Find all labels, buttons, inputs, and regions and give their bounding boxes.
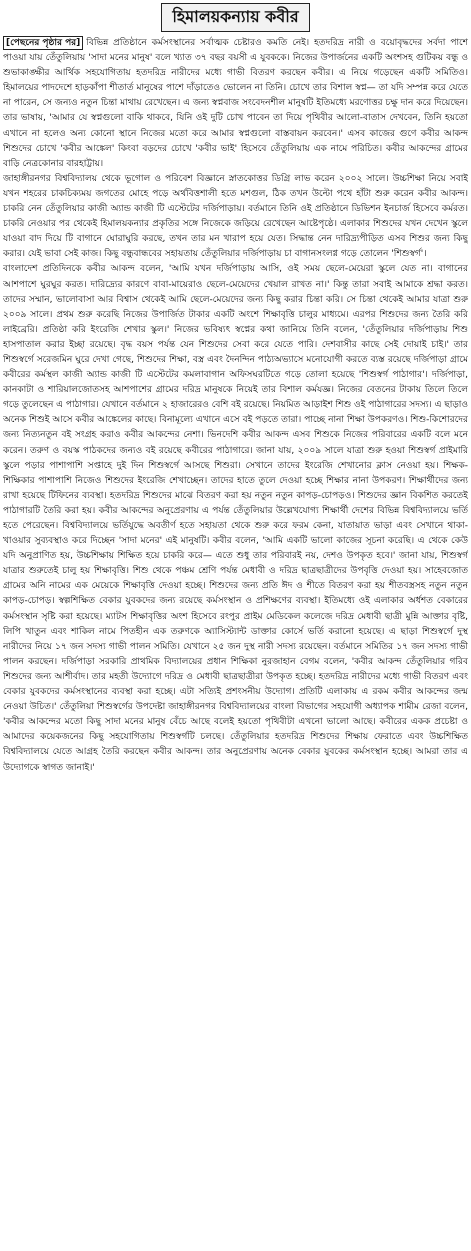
article-paragraph-2: জাহাঙ্গীরনগর বিশ্ববিদ্যালয় থেকে ভূগোল ও পরিবেশ বিজ্ঞানে স্নাতকোত্তর ডিগ্রি লাভ করেন ২০০২ সালে। উচ্চশিক্ষা নিয়ে সবাই যখন শহরের চাকচিক্যময় জগতের মোহে পড়ে অর্থবিত্তশালী হতে মশগুল, ঠিক তখন উল্টো পথে হাঁটা শুরু করেন কবীর আকন্দ। চাকরি নেন তেঁতুলিয়ার কাজী অ্যান্ড কাজী টি এস্টেটের দর্জিপাড়ায়। বর্তমানে তিনি ওই প্রতিষ্ঠানে ডিভিশন ইনচার্জ হিসেবে কর্মরত। চাকরি নেওয়ার পর থেকেই হিমালয়কন্যার প্রকৃতির সঙ্গে নিজেকে জড়িয়ে রেখেছেন আষ্টেপৃষ্ঠে। এলাকার শিশুদের যখন দেখেন স্কুলে যাওয়া বাদ দিয়ে টি বাগানে ঘোরাঘুরি করছে, তখন তার মন খারাপ হয়ে যেত। সিদ্ধান্ত নেন দারিদ্র্যপীড়িত এসব শিশুর জন্য কিছু করার। যেই ভাবা সেই কাজ। কিছু বন্ধুবান্ধবের সহায়তায় তেঁতুলিয়ার দর্জিপাড়ায় চা বাগানসংলগ্ন গড়ে তোলেন 'শিশুস্বর্গ'।: [3, 173, 468, 260]
headline-bar: [0, 0, 471, 34]
continued-from-back-page-label: [পেছনের পৃষ্ঠার পর]: [3, 36, 83, 50]
paragraph-1-text: বিভিন্ন প্রতিষ্ঠানে কর্মসংস্থানের সর্বাত্মক চেষ্টারও কমতি নেই। হতদরিদ্র নারী ও বয়োবৃদ্ধদের সর্বদা পাশে পাওয়া যায় তেঁতুলিয়ায় 'সাদা মনের মানুষ' বলে খ্যাত ৩৭ বছর বয়সী এ যুবককে। নিজের উপার্জনের একটি অংশসহ গুটিকয় বন্ধু ও শুভাকাঙ্ক্ষীর আর্থিক সহযোগিতায় হতদরিদ্র নারীদের মধ্যে গাভী বিতরণ করছেন কবীর। এ নিয়ে গড়েছেন একটি সমিতিও। হিমালয়ের পাদদেশে হাড়কাঁপা শীতার্ত মানুষের পাশে দাঁড়াতেও ভোলেন না তিনি। চোখে তার বিশাল স্বপ্ন— তা যদি সম্পন্ন করে যেতে না পারেন, সে জন্যও নতুন চিন্তা মাথায় রেখেছেন। এ জন্য স্বপ্নবাজ সংবেদনশীল মানুষটি ইতিমধ্যে মরণোত্তর চক্ষু দান করে দিয়েছেন। তার ভাষায়, 'আমার যে স্বপ্নগুলো বাকি থাকবে, যিনি ওই দুটি চোখ পাবেন তা দিয়ে পৃথিবীর আলো-বাতাস দেখবেন, তিনি হয়তো এখানে না হলেও অন্য কোনো স্থানে নিজের মতো করে আমার স্বপ্নগুলো বাস্তবায়ন করবেন।' এসব কাজের গুণে কবীর আকন্দ শিশুদের চোখে 'কবীর আঙ্কেল' কিংবা বড়দের চোখে 'কবীর ভাই' হিসেবে তেঁতুলিয়ায় এক নামে পরিচিত। কবীর আকন্দের গ্রামের বাড়ি নেত্রকোনার বারহাট্টায়।: [3, 38, 468, 169]
article-body: [3, 36, 468, 1248]
article-paragraph-3: বাংলাদেশ প্রতিদিনকে কবীর আকন্দ বলেন, 'আমি যখন দর্জিপাড়ায় আসি, ওই সময় ছেলে-মেয়েরা স্কুলে যেত না। বাগানের আশপাশে ঘুরঘুর করত। দারিদ্র্যের কারণে বাবা-মায়েরাও ছেলে-মেয়েদের খেয়াল রাখত না।' কিন্তু তারা সবাই আমাকে শ্রদ্ধা করত। তাদের সম্মান, ভালোবাসা আর বিশ্বাস থেকেই আমি ছেলে-মেয়েদের জন্য কিছু করার চিন্তা করি। সে চিন্তা থেকেই আমার যাত্রা শুরু ২০০৯ সালে। প্রথম শুরু করেছি নিজের উপার্জিত টাকার একটি অংশে শিক্ষাবৃত্তি চালুর মাধ্যমে। এরপর শিশুদের জন্য তৈরি করি লাইব্রেরি। প্রতিষ্ঠা করি ইংরেজি শেখার স্কুল।' নিজের ভবিষ্যৎ স্বপ্নের কথা জানিয়ে তিনি বলেন, 'তেঁতুলিয়ার দর্জিপাড়ায় শিশু হাসপাতাল করার ইচ্ছা রয়েছে। বৃদ্ধ বয়স পর্যন্ত যেন শিশুদের সেবা করে যেতে পারি। দেশবাসীর কাছে সেই দোয়াই চাই।' তার শিশুস্বর্গে সরেজমিন ঘুরে দেখা গেছে, শিশুদের শিক্ষা, বস্ত্র এবং দৈনন্দিন পাঠ্যঅভ্যাসে মনোযোগী করতে ব্যস্ত রয়েছে দর্জিপাড়া গ্রামে কবীরের কর্মস্থল কাজী অ্যান্ড কাজী টি এস্টেটের কমলাবাগান অফিসঘরটিতে গড়ে তোলা হয়েছে 'শিশুস্বর্গ পাঠাগার'। দর্জিপাড়া, কানকাটা ও শারিয়ালজোতসহ আশপাশের গ্রামের দরিদ্র মানুষকে নিয়েই তার বিশাল কর্মযজ্ঞ। নিজের বেতনের টাকায় তিলে তিলে গড়ে তুলেছেন এ পাঠাগার। যেখানে বর্তমানে ২ হাজারেরও বেশি বই রয়েছে। নিয়মিত আড়াইশ শিশু ওই পাঠাগারের সদস্য। এ ছাড়াও অনেক শিশুই আসে কবীর আঙ্কেলের কাছে। বিনামূল্যে এখানে এসে বই পড়তে তারা। পাচ্ছে নানা শিক্ষা উপকরণও। শিশু-কিশোরদের জন্য নিত্যনতুন বই সংগ্রহ করাও কবীর আকন্দের নেশা। ভিনদেশি কবীর আকন্দ এসব শিশুকে নিজের পরিবারের একটি বলে মনে করেন। তরুণ ও বয়স্ক পাঠকদের জন্যও বই রয়েছে কবীরের পাঠাগারে। জানা যায়, ২০০৯ সালে যাত্রা শুরু হওয়া শিশুস্বর্গ প্রাইমারি স্কুলে পড়ার পাশাপাশি সপ্তাহে দুই দিন শিশুস্বর্গে আসছে শিশুরা। সেখানে তাদের ইংরেজি শেখানোর ক্লাস নেওয়া হয়। শিক্ষক-শিক্ষিকার পাশাপাশি নিজেও শিশুদের ইংরেজি শেখাচ্ছেন। তাদের হাতে তুলে দেওয়া হচ্ছে শিক্ষার নানা উপকরণ। শিক্ষার্থীদের জন্য রাখা হয়েছে টিফিনের ব্যবস্থা। হতদরিদ্র শিশুদের মাঝে বিতরণ করা হয় নতুন নতুন কাপড়-চোপড়ও। শিশুদের জ্ঞান বিকশিত করতেই পাঠাগারটি তৈরি করা হয়। কবীর আকন্দের অনুপ্রেরণায় এ পর্যন্ত তেঁতুলিয়ার উল্লেখযোগ্য শিক্ষার্থী দেশের বিভিন্ন বিশ্ববিদ্যালয়ে ভর্তি হতে পেরেছেন। বিশ্ববিদ্যালয়ে ভর্তিযুদ্ধে অবতীর্ণ হতে সহায়তা থেকে শুরু করে ফরম কেনা, যাতায়াত ভাড়া এবং সেখানে থাকা-খাওয়ার সুব্যবস্থাও করে দিচ্ছেন 'সাদা মনের' এই মানুষটি। কবীর বলেন, 'আমি একটি ভালো কাজের সূচনা করেছি। এ থেকে কেউ যদি অনুপ্রাণিত হয়, উচ্চশিক্ষায় শিক্ষিত হয়ে চাকরি করে— এতে শুধু তার পরিবারই নয়, দেশও উপকৃত হবে।' জানা যায়, শিশুস্বর্গ যাত্রার শুরুতেই চালু হয় শিক্ষাবৃত্তি। শিশু থেকে পঞ্চম শ্রেণি পর্যন্ত মেধাবী ও দরিদ্র ছাত্রছাত্রীদের উপবৃত্তি দেওয়া হয়। সাহেবজোত গ্রামের অনি নামের এক মেয়েকে শিক্ষাবৃত্তি দেওয়া হচ্ছে। শিশুদের জন্য প্রতি ঈদ ও শীতে বিতরণ করা হয় শীতবস্ত্রসহ নতুন নতুন কাপড়-চোপড়। স্বল্পশিক্ষিত বেকার যুবকদের জন্য রয়েছে কর্মসংস্থান ও প্রশিক্ষণের ব্যবস্থা। ইতিমধ্যে ওই এলাকার অর্ধশত বেকারের কর্মসংস্থান সৃষ্টি করা হয়েছে। ম্যাটস শিক্ষাবৃত্তির অংশ হিসেবে রংপুর প্রাইম মেডিকেল কলেজে দরিদ্র মেধাবী ছাত্রী মুন্নি আক্তার বৃষ্টি, লিপি খাতুন এবং শাকিল নামে পিতহীন এক তরুণকে অ্যাসিস্ট্যান্ট ডাক্তার কোর্সে ভর্তি করানো হয়েছে। এ ছাড়া শিশুস্বর্গে দুস্থ নারীদের নিয়ে ১৭ জন সদস্য গাভী পালন সমিতি। যেখানে ২৫ জন দুস্থ নারী সদস্য রয়েছেন। বর্তমানে সমিতির ১৭ জন সদস্য গাভী পালন করছেন। দর্জিপাড়া সরকারি প্রাথমিক বিদ্যালয়ের প্রধান শিক্ষিকা নুরজাহান বেগম বলেন, 'কবীর আকন্দ তেঁতুলিয়ার গরিব শিশুদের জন্য আশীর্বাদ। তার মহতী উদ্যোগে দরিদ্র ও মেধাবী ছাত্রছাত্রীরা উপকৃত হচ্ছে। হতদরিদ্র নারীদের মধ্যে গাভী বিতরণ এবং বেকার যুবকদের কর্মসংস্থানের ব্যবস্থা করা হচ্ছে। এটা সত্যিই প্রশংসনীয় উদ্যোগ। প্রতিটি এলাকায় এ রকম কবীর আকন্দের জন্ম নেওয়া উচিত।' তেঁতুলিয়া শিশুস্বর্গের উপদেষ্টা জাহাঙ্গীরনগর বিশ্ববিদ্যালয়ের বাংলা বিভাগের সহযোগী অধ্যাপক শামীম রেজা বলেন, 'কবীর আকন্দের মতো কিছু সাদা মনের মানুষ বেঁচে আছে বলেই হয়তো পৃথিবীটা এখনো ভালো আছে। কবীরের একক প্রচেষ্টা ও আমাদের কয়েকজনের কিছু সহযোগিতায় শিশুস্বর্গটি চলছে। তেঁতুলিয়ার হতদরিদ্র শিশুদের শিক্ষায় ফেরাতে এবং উচ্চশিক্ষিত বিশ্ববিদ্যালয়ে যেতে আগ্রহ তৈরি করছেন কবীর আকন্দ। তার অনুপ্রেরণায় অনেক বেকার যুবকের কর্মসংস্থান হচ্ছে। আমরা তার এ উদ্যোগকে স্বাগত জানাই।': [3, 264, 468, 773]
article-headline: হিমালয়কন্যায় কবীর: [161, 3, 309, 32]
article-paragraph-1: [3, 36, 468, 172]
